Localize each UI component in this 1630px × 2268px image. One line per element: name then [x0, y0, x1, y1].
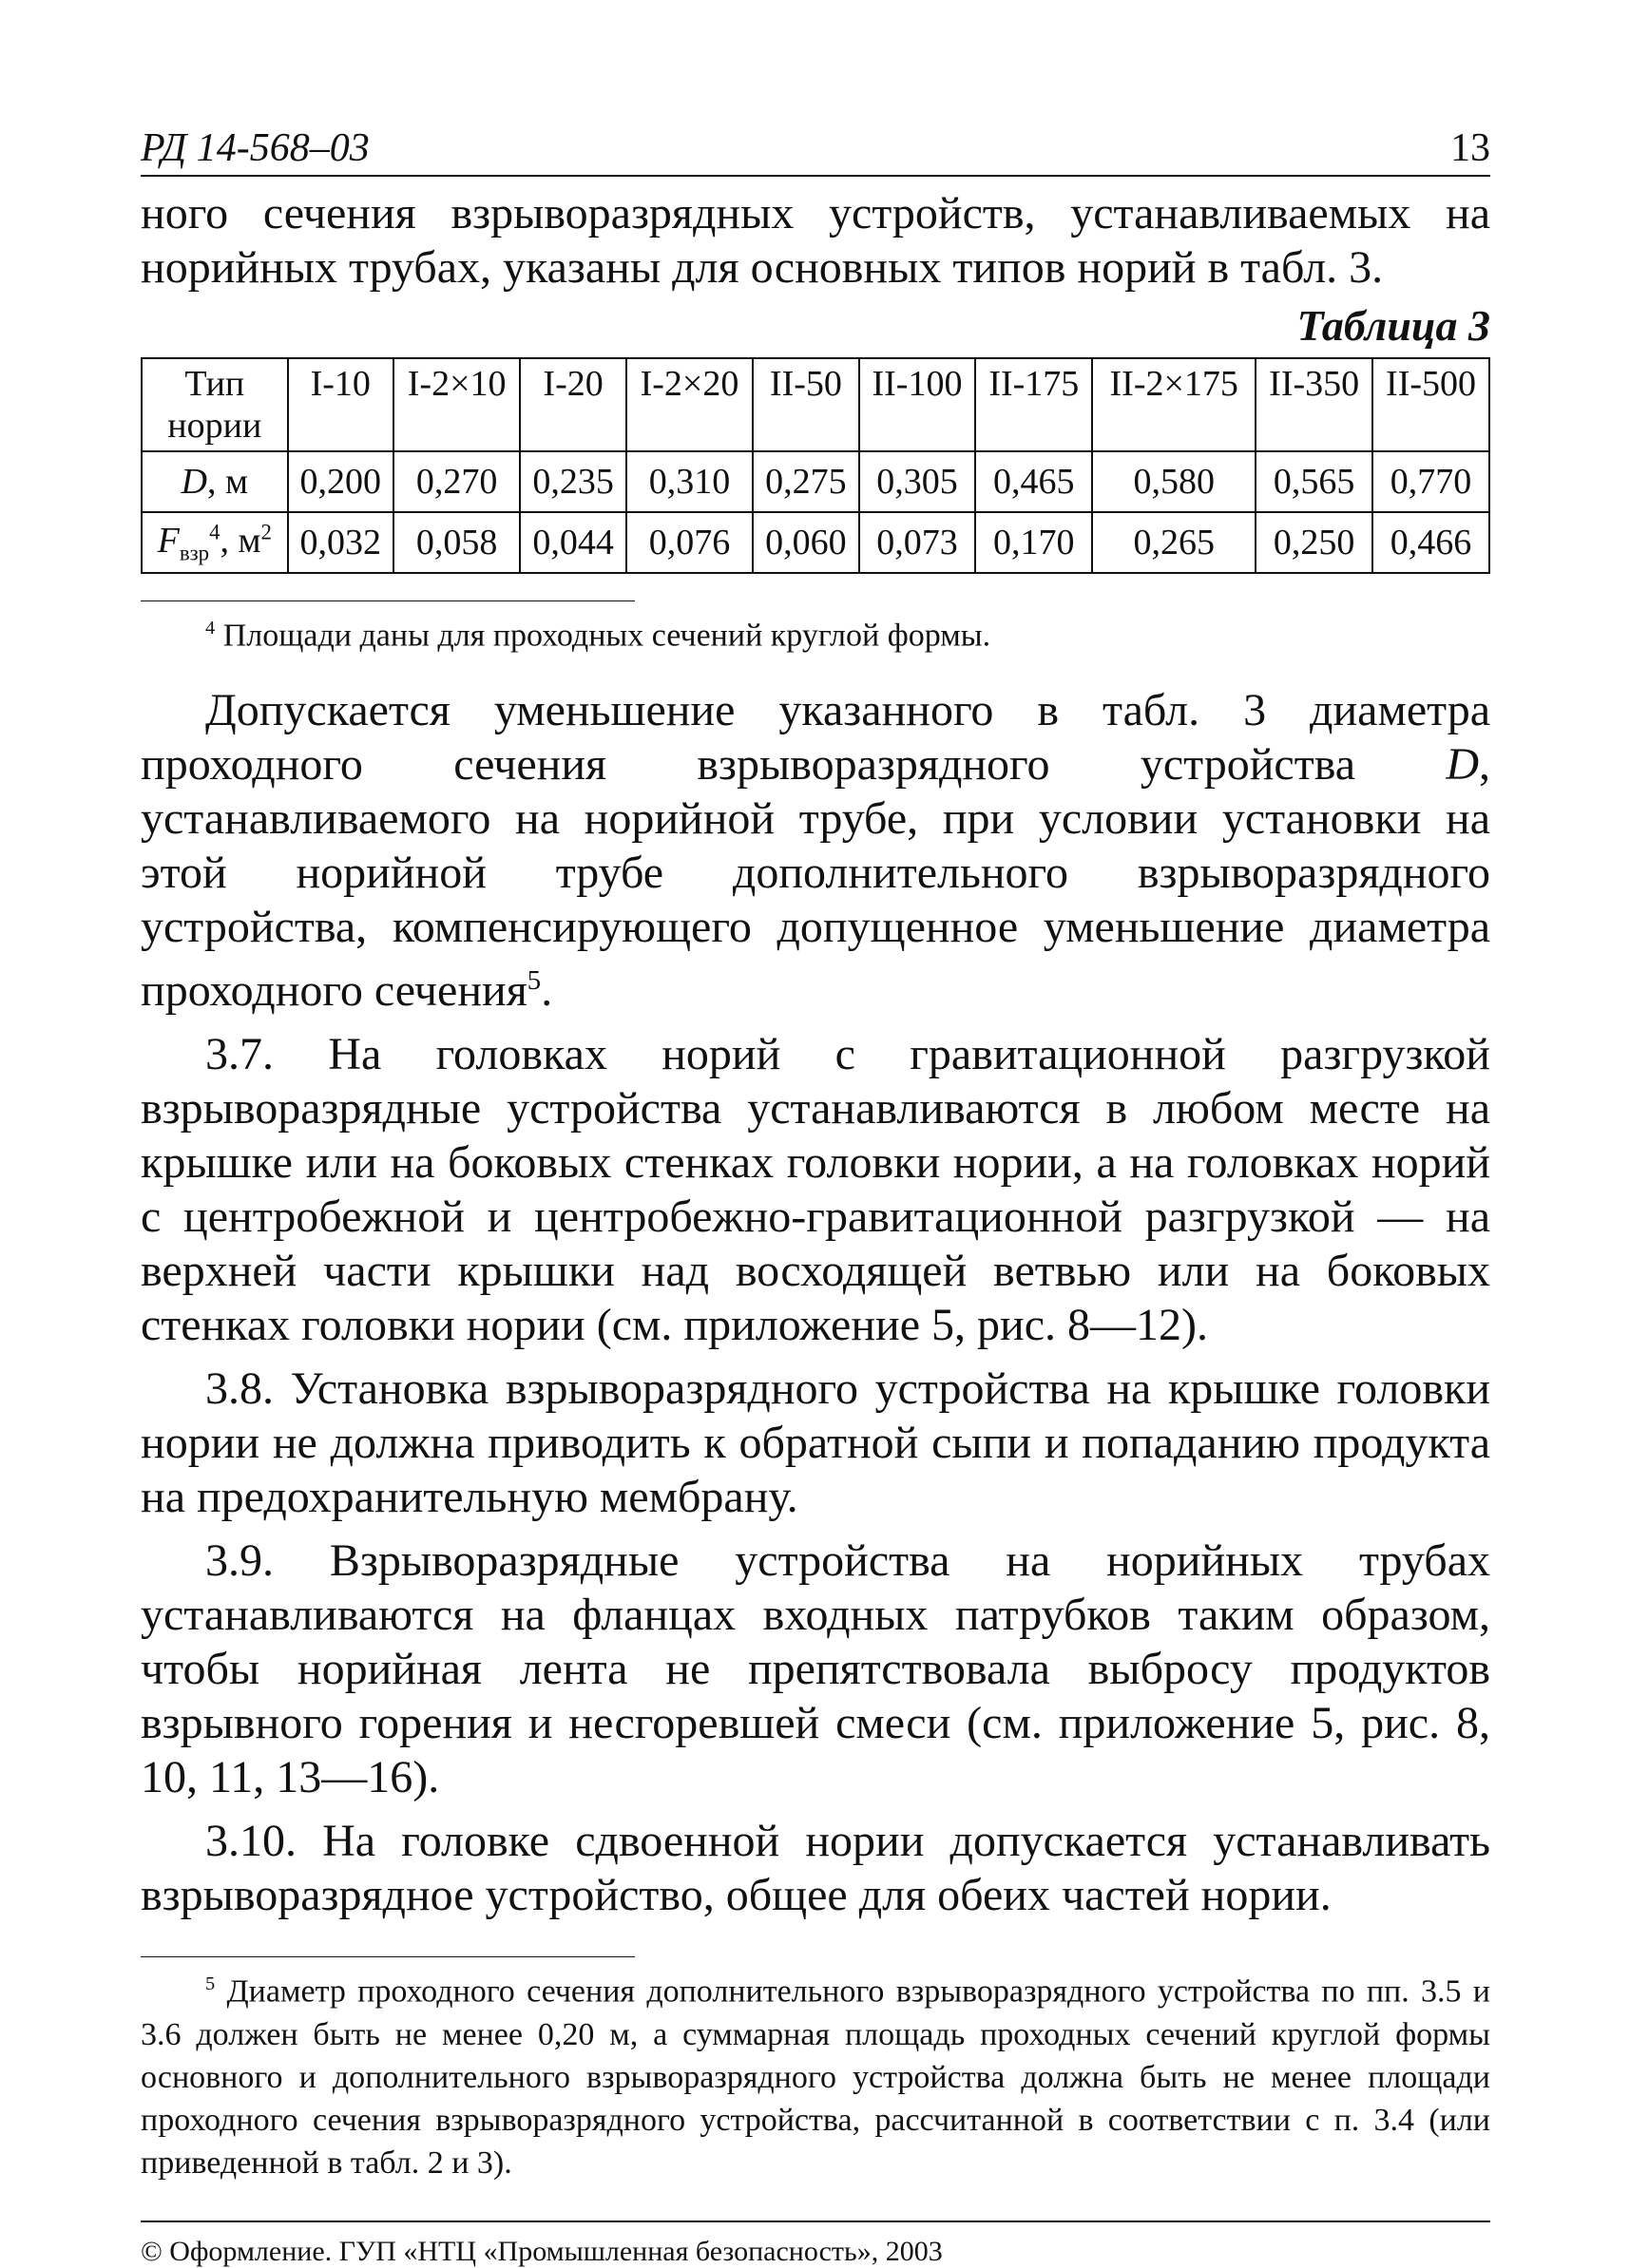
area-cell: 0,060: [753, 512, 858, 573]
paragraph-3-9: 3.9. Взрыворазрядные устройства на норийных трубах устанавливаются на фланцах входных патрубков таким образом, чтобы норийная лента не препятствовала выбросу продуктов взрывного горения и несгоревшей смеси (см. приложение 5, рис. 8, 10, 11, 13—16).: [141, 1535, 1490, 1803]
diameter-cell: 0,200: [288, 451, 393, 512]
type-cell: I-10: [288, 358, 393, 451]
area-cell: 0,032: [288, 512, 393, 573]
page-number: 13: [1450, 126, 1490, 170]
table-row-area: [142, 512, 1489, 573]
diameter-cell: 0,270: [393, 451, 521, 512]
diameter-cell: 0,770: [1372, 451, 1489, 512]
paragraph-3-8: 3.8. Установка взрыворазрядного устройства на крышке головки нории не должна приводить к обратной сыпи и попаданию продукта на предохранительную мембрану.: [141, 1363, 1490, 1523]
copyright-notice: © Оформление. ГУП «НТЦ «Промышленная безопасность», 2003: [141, 2235, 943, 2267]
paragraph-3-10: 3.10. На головке сдвоенной нории допускается устанавливать взрыворазрядное устройство, общее для обеих частей нории.: [141, 1816, 1490, 1921]
type-cell: I-20: [520, 358, 625, 451]
data-table: [141, 357, 1490, 574]
diameter-cell: 0,565: [1256, 451, 1372, 512]
row-label-area: $F_{взр}^4$, $м^2$: [142, 512, 288, 573]
area-cell: 0,265: [1092, 512, 1256, 573]
intro-paragraph: ного сечения взрыворазрядных устройств, устанавливаемых на норийных трубах, указаны для основных типов норий в табл. 3.: [141, 188, 1490, 293]
footnote-4: $^4$ Площади даны для проходных сечений круглой формы.: [205, 618, 991, 654]
area-cell: 0,466: [1372, 512, 1489, 573]
type-cell: II-100: [859, 358, 976, 451]
page-header: [141, 122, 1490, 177]
type-cell: II-350: [1256, 358, 1372, 451]
document-code: РД 14-568–03: [141, 126, 370, 170]
type-cell: I-2×20: [626, 358, 754, 451]
area-cell: 0,058: [393, 512, 521, 573]
footnote-divider: [141, 1956, 635, 1957]
paragraph-3-7: 3.7. На головках норий с гравитационной разгрузкой взрыворазрядные устройства устанавливаются в любом месте на крышке или на боковых стенках головки нории, а на головках норий с центробежной и центробежно-гравитационной разгрузкой — на верхней части крышки над восходящей ветвью или на боковых стенках головки нории (см. приложение 5, рис. 8—12).: [141, 1029, 1490, 1351]
table-row-types: [142, 358, 1489, 451]
area-cell: 0,250: [1256, 512, 1372, 573]
table-row-diameter: [142, 451, 1489, 512]
area-cell: 0,073: [859, 512, 976, 573]
type-cell: II-50: [753, 358, 858, 451]
diameter-cell: 0,305: [859, 451, 976, 512]
diameter-cell: 0,275: [753, 451, 858, 512]
diameter-cell: 0,580: [1092, 451, 1256, 512]
diameter-cell: 0,465: [975, 451, 1092, 512]
copyright-divider: [141, 2220, 1490, 2222]
paragraph-reduction: Допускается уменьшение указанного в табл. 3 диаметра проходного сечения взрыворазрядного устройства D, устанавливаемого на норийной трубе, при условии установки на этой норийной трубе дополнительного взрыворазрядного устройства, компенсирующего допущенное уменьшение диаметра проходного сечения$^5$.: [141, 685, 1490, 1017]
table-caption: Таблица 3: [1296, 301, 1490, 350]
type-cell: II-500: [1372, 358, 1489, 451]
area-cell: 0,076: [626, 512, 754, 573]
row-label-diameter: D, м: [142, 451, 288, 512]
footnote-divider: [141, 600, 635, 601]
area-cell: 0,170: [975, 512, 1092, 573]
type-cell: II-175: [975, 358, 1092, 451]
footnote-5: $^5$ Диаметр проходного сечения дополнительного взрыворазрядного устройства по пп. 3.5 и 3.6 должен быть не менее 0,20 м, а суммарная площадь проходных сечений круглой формы основного и дополнительного взрыворазрядного устройства должна быть не менее площади проходного сечения взрыворазрядного устройства, рассчитанной в соответствии с п. 3.4 (или приведенной в табл. 2 и 3).: [141, 1973, 1490, 2181]
diameter-cell: 0,235: [520, 451, 625, 512]
area-cell: 0,044: [520, 512, 625, 573]
diameter-cell: 0,310: [626, 451, 754, 512]
type-cell: I-2×10: [393, 358, 521, 451]
row-label-type: Тип нории: [142, 358, 288, 451]
document-page: [141, 122, 1490, 2268]
type-cell: II-2×175: [1092, 358, 1256, 451]
